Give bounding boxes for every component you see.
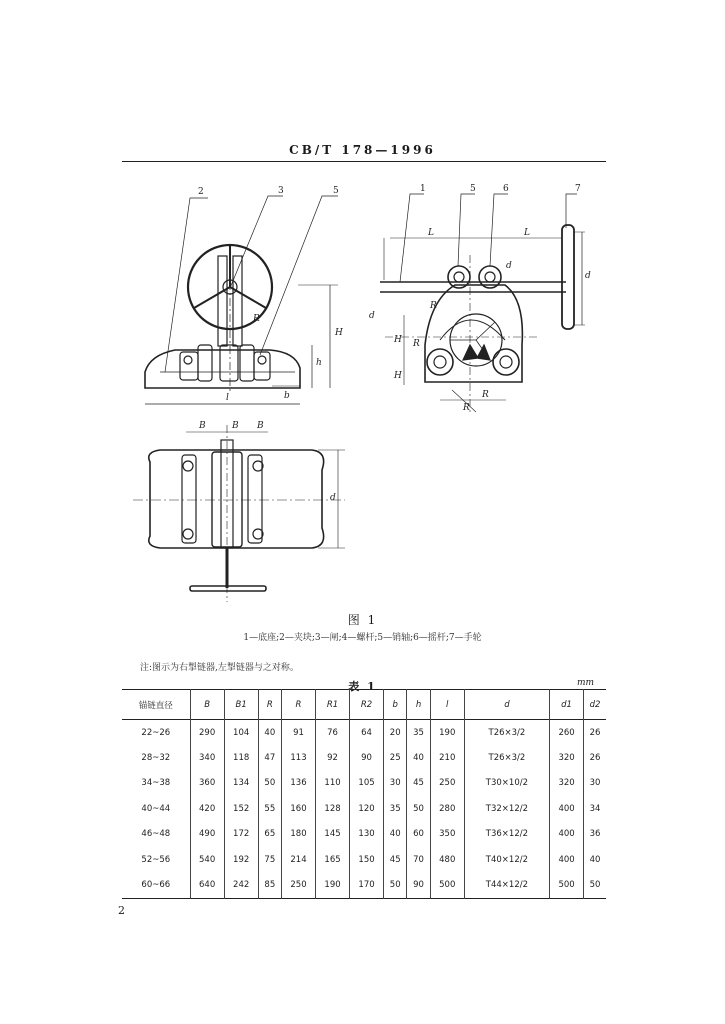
table-cell: 350: [430, 822, 464, 848]
table-cell: 165: [316, 847, 350, 873]
table-cell: T26×3/2: [464, 720, 549, 746]
col-header: d: [464, 690, 549, 720]
side-view: [380, 194, 585, 415]
col-header: h: [407, 690, 430, 720]
svg-text:d: d: [330, 493, 336, 503]
table-cell: 170: [350, 873, 384, 899]
table-header-row: [122, 690, 606, 720]
table-cell: 214: [282, 847, 316, 873]
col-header: b: [384, 690, 407, 720]
table-cell: 130: [350, 822, 384, 848]
table-cell: 65: [258, 822, 281, 848]
figure-caption: 图 1: [347, 613, 378, 627]
table-cell: 145: [316, 822, 350, 848]
col-header: l: [430, 690, 464, 720]
table-cell: 172: [224, 822, 258, 848]
table-cell: 90: [350, 745, 384, 771]
col-header: R2: [350, 690, 384, 720]
table-cell: 180: [282, 822, 316, 848]
svg-text:6: 6: [503, 184, 509, 194]
table-row: [122, 873, 606, 899]
svg-text:R: R: [430, 301, 437, 311]
table-cell: 40: [258, 720, 281, 746]
table-cell: 540: [190, 847, 224, 873]
table-title: 表 1: [348, 680, 377, 693]
svg-text:R: R: [253, 314, 260, 324]
table-cell: 76: [316, 720, 350, 746]
table-cell: 150: [350, 847, 384, 873]
table-row: [122, 720, 606, 746]
table-cell: 105: [350, 771, 384, 797]
table-cell: 360: [190, 771, 224, 797]
svg-text:d: d: [585, 271, 591, 281]
col-header: R1: [316, 690, 350, 720]
table-cell: 26: [584, 720, 606, 746]
table-cell: 34: [584, 796, 606, 822]
table-cell: 60~66: [141, 880, 171, 890]
table-cell: T30×10/2: [464, 771, 549, 797]
svg-text:2: 2: [198, 187, 204, 197]
table-cell: 290: [190, 720, 224, 746]
svg-text:5: 5: [470, 184, 476, 194]
table-row: [122, 822, 606, 848]
table-cell: 490: [190, 822, 224, 848]
table-row: [122, 847, 606, 873]
table-cell: 190: [430, 720, 464, 746]
table-cell: 104: [224, 720, 258, 746]
svg-text:d: d: [506, 261, 512, 271]
svg-text:R: R: [463, 403, 470, 413]
table-cell: 160: [282, 796, 316, 822]
col-header: d1: [550, 690, 584, 720]
table-cell: 55: [258, 796, 281, 822]
table-cell: 46~48: [141, 829, 171, 840]
table-cell: 420: [190, 796, 224, 822]
table-cell: 400: [550, 822, 584, 848]
table-cell: 75: [258, 847, 281, 873]
svg-text:1: 1: [420, 184, 426, 194]
svg-text:7: 7: [575, 184, 581, 194]
col-header: R: [282, 690, 316, 720]
table-row: [122, 796, 606, 822]
page-number: 2: [118, 904, 125, 917]
table-cell: 242: [224, 873, 258, 899]
svg-text:b: b: [284, 391, 290, 401]
table-cell: T44×12/2: [464, 873, 549, 899]
figure-note: 注:图示为右掣链器,左掣链器与之对称。: [140, 663, 299, 673]
table-cell: 250: [430, 771, 464, 797]
table-cell: 500: [550, 873, 584, 899]
table-cell: 26: [584, 745, 606, 771]
table-row: [122, 745, 606, 771]
col-header: B: [190, 690, 224, 720]
spec-table: [122, 689, 606, 899]
svg-text:R: R: [413, 339, 420, 349]
svg-text:H: H: [394, 371, 402, 381]
table-cell: 500: [430, 873, 464, 899]
table-cell: 192: [224, 847, 258, 873]
front-view: [145, 196, 338, 404]
table-cell: 113: [282, 745, 316, 771]
table-cell: 320: [550, 771, 584, 797]
svg-text:d: d: [369, 311, 375, 321]
svg-text:l: l: [226, 393, 229, 403]
table-cell: T40×12/2: [464, 847, 549, 873]
table-cell: 64: [350, 720, 384, 746]
table-cell: 92: [316, 745, 350, 771]
svg-text:5: 5: [333, 186, 339, 196]
svg-text:B: B: [199, 421, 206, 431]
figure-legend: 1—底座;2—夹块;3—闸;4—螺杆;5—销轴;6—摇杆;7—手轮: [243, 633, 482, 643]
table-cell: 190: [316, 873, 350, 899]
table-cell: 50: [407, 796, 430, 822]
table-cell: 70: [407, 847, 430, 873]
table-cell: 50: [258, 771, 281, 797]
table-unit: mm: [577, 678, 595, 688]
table-cell: 35: [407, 720, 430, 746]
table-cell: 280: [430, 796, 464, 822]
table-cell: 340: [190, 745, 224, 771]
table-cell: 52~56: [141, 854, 171, 865]
table-cell: 400: [550, 796, 584, 822]
table-cell: 28~32: [141, 752, 171, 763]
col-header: 锚链直径: [138, 700, 173, 711]
col-header: R: [258, 690, 281, 720]
table-cell: 50: [584, 873, 606, 899]
table-cell: 40: [384, 822, 407, 848]
svg-text:h: h: [316, 358, 322, 368]
table-cell: 30: [584, 771, 606, 797]
table-cell: 50: [384, 873, 407, 899]
svg-text:H: H: [394, 335, 402, 345]
svg-text:L: L: [524, 228, 530, 238]
table-cell: T26×3/2: [464, 745, 549, 771]
table-cell: 640: [190, 873, 224, 899]
table-row: [122, 771, 606, 797]
table-cell: 25: [384, 745, 407, 771]
table-cell: T32×12/2: [464, 796, 549, 822]
table-cell: 110: [316, 771, 350, 797]
table-cell: 22~26: [141, 727, 171, 738]
table-cell: T36×12/2: [464, 822, 549, 848]
top-view: [133, 425, 345, 602]
col-header: d2: [584, 690, 606, 720]
table-cell: 400: [550, 847, 584, 873]
table-cell: 480: [430, 847, 464, 873]
table-cell: 118: [224, 745, 258, 771]
svg-text:R: R: [482, 390, 489, 400]
table-cell: 34~38: [141, 778, 171, 789]
table-cell: 35: [384, 796, 407, 822]
table-cell: 91: [282, 720, 316, 746]
table-cell: 45: [384, 847, 407, 873]
table-cell: 210: [430, 745, 464, 771]
table-cell: 320: [550, 745, 584, 771]
table-cell: 40~44: [141, 803, 171, 814]
table-cell: 30: [384, 771, 407, 797]
table-cell: 40: [407, 745, 430, 771]
table-cell: 90: [407, 873, 430, 899]
table-cell: 85: [258, 873, 281, 899]
table-cell: 36: [584, 822, 606, 848]
col-header: B1: [224, 690, 258, 720]
svg-text:H: H: [335, 328, 343, 338]
table-cell: 152: [224, 796, 258, 822]
table-cell: 20: [384, 720, 407, 746]
table-cell: 136: [282, 771, 316, 797]
svg-text:L: L: [428, 228, 434, 238]
table-cell: 45: [407, 771, 430, 797]
table-cell: 47: [258, 745, 281, 771]
table-cell: 250: [282, 873, 316, 899]
table-cell: 260: [550, 720, 584, 746]
svg-text:B: B: [232, 421, 239, 431]
table-cell: 128: [316, 796, 350, 822]
svg-text:B: B: [257, 421, 264, 431]
table-cell: 60: [407, 822, 430, 848]
svg-text:3: 3: [278, 186, 284, 196]
table-cell: 40: [584, 847, 606, 873]
table-cell: 120: [350, 796, 384, 822]
standard-code: CB/T 178—1996: [289, 143, 436, 157]
table-cell: 134: [224, 771, 258, 797]
